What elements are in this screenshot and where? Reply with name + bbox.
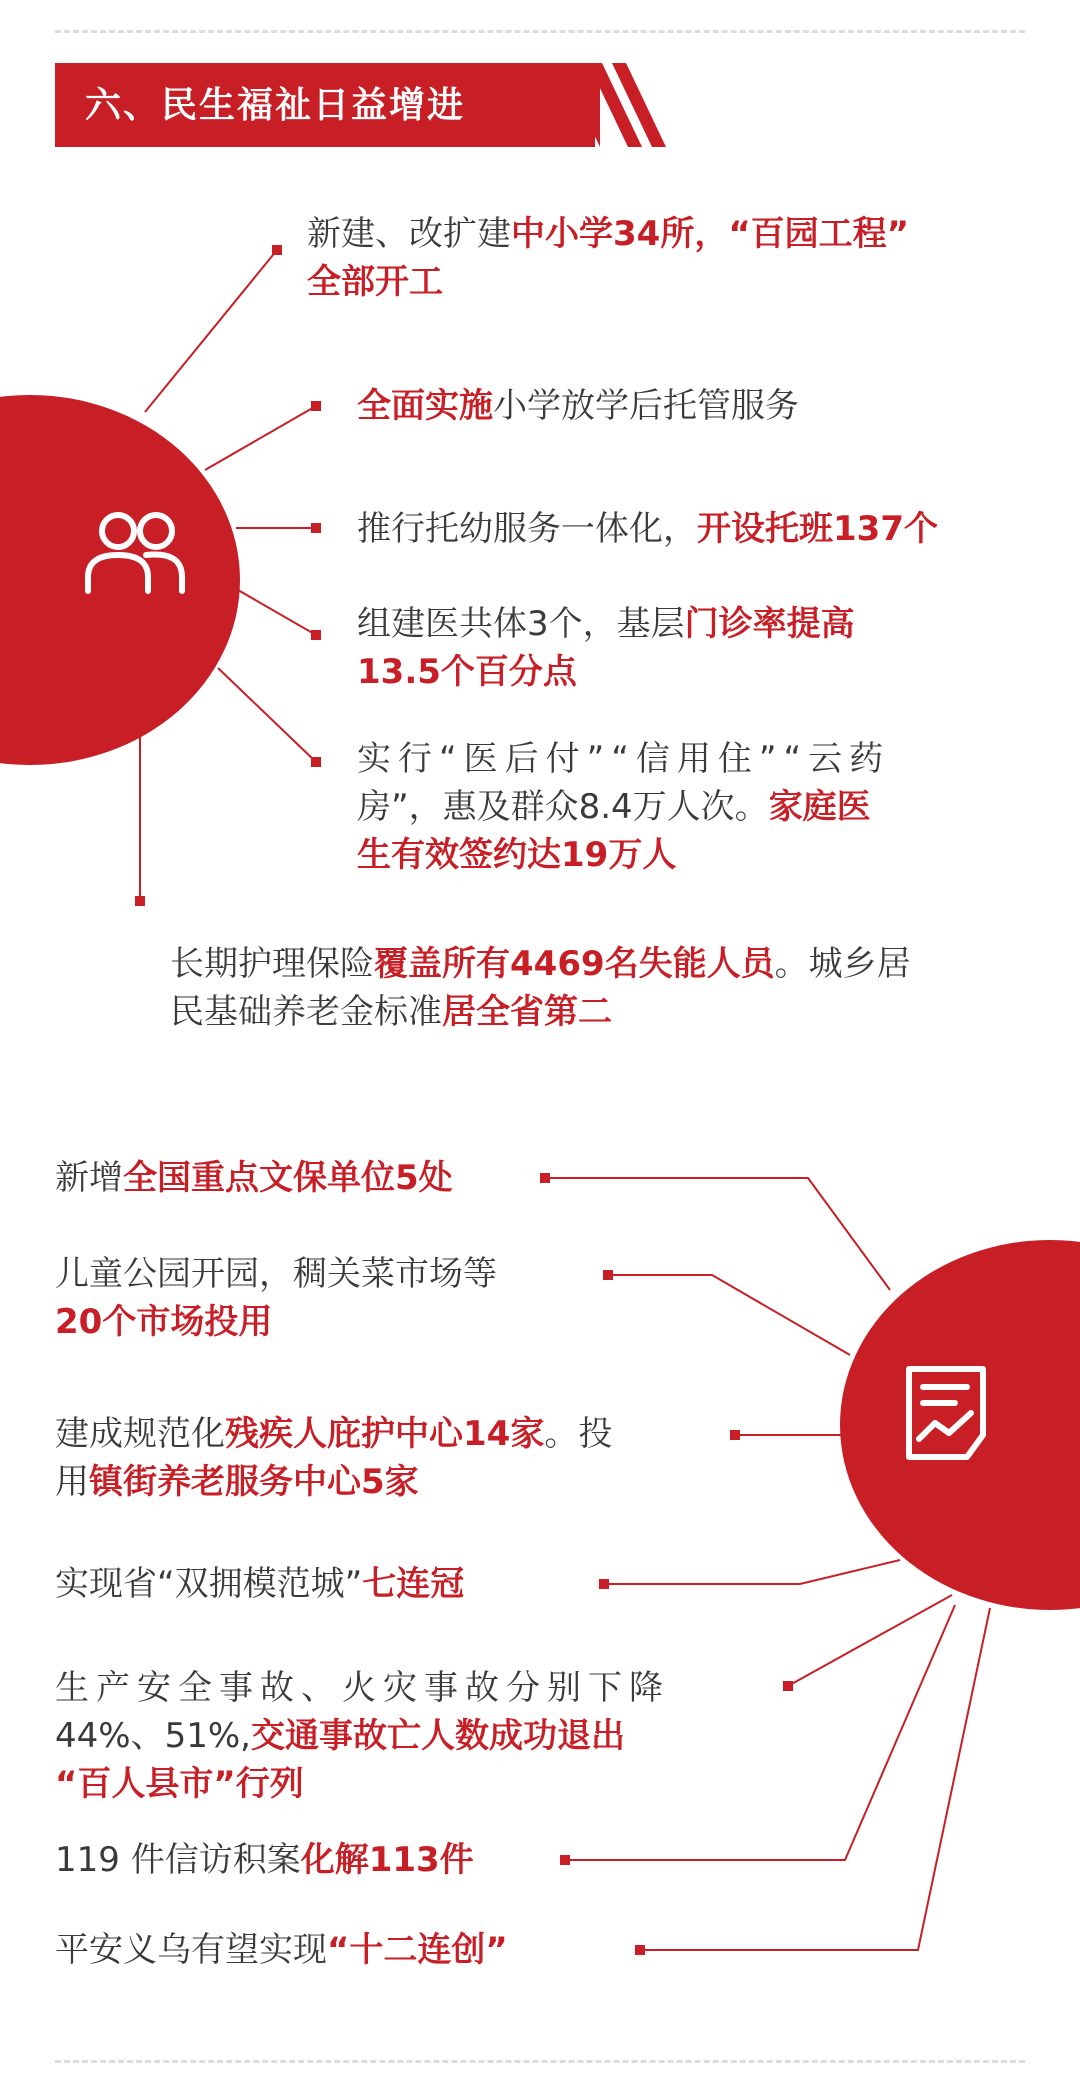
- list-item: 实现省“双拥模范城”七连冠: [55, 1564, 465, 1604]
- list-item: 实行“医后付”“信用住”“云药 房”，惠及群众8.4万人次。家庭医 生有效签约达19万人: [357, 739, 891, 875]
- list-item: 平安义乌有望实现“十二连创”: [55, 1930, 508, 1970]
- list-item: 生产安全事故、火灾事故分别下降 44%、51%,交通事故亡人数成功退出 “百人县市”行列: [55, 1668, 670, 1804]
- list-item: 119 件信访积案化解113件: [55, 1840, 474, 1880]
- list-item: 组建医共体3个，基层门诊率提高 13.5个百分点: [357, 604, 855, 692]
- list-item: 全面实施小学放学后托管服务: [357, 386, 799, 426]
- list-item: 长期护理保险覆盖所有4469名失能人员。城乡居 民基础养老金标准居全省第二: [170, 944, 911, 1032]
- list-item: 推行托幼服务一体化，开设托班137个: [357, 509, 938, 549]
- list-item: 新建、改扩建中小学34所，“百园工程” 全部开工: [307, 214, 910, 302]
- list-item: 新增全国重点文保单位5处: [55, 1158, 453, 1198]
- section-title: 六、民生福祉日益增进: [85, 84, 466, 126]
- list-item: 儿童公园开园，稠关菜市场等 20个市场投用: [55, 1254, 497, 1342]
- list-item: 建成规范化残疾人庇护中心14家。投 用镇街养老服务中心5家: [55, 1414, 613, 1502]
